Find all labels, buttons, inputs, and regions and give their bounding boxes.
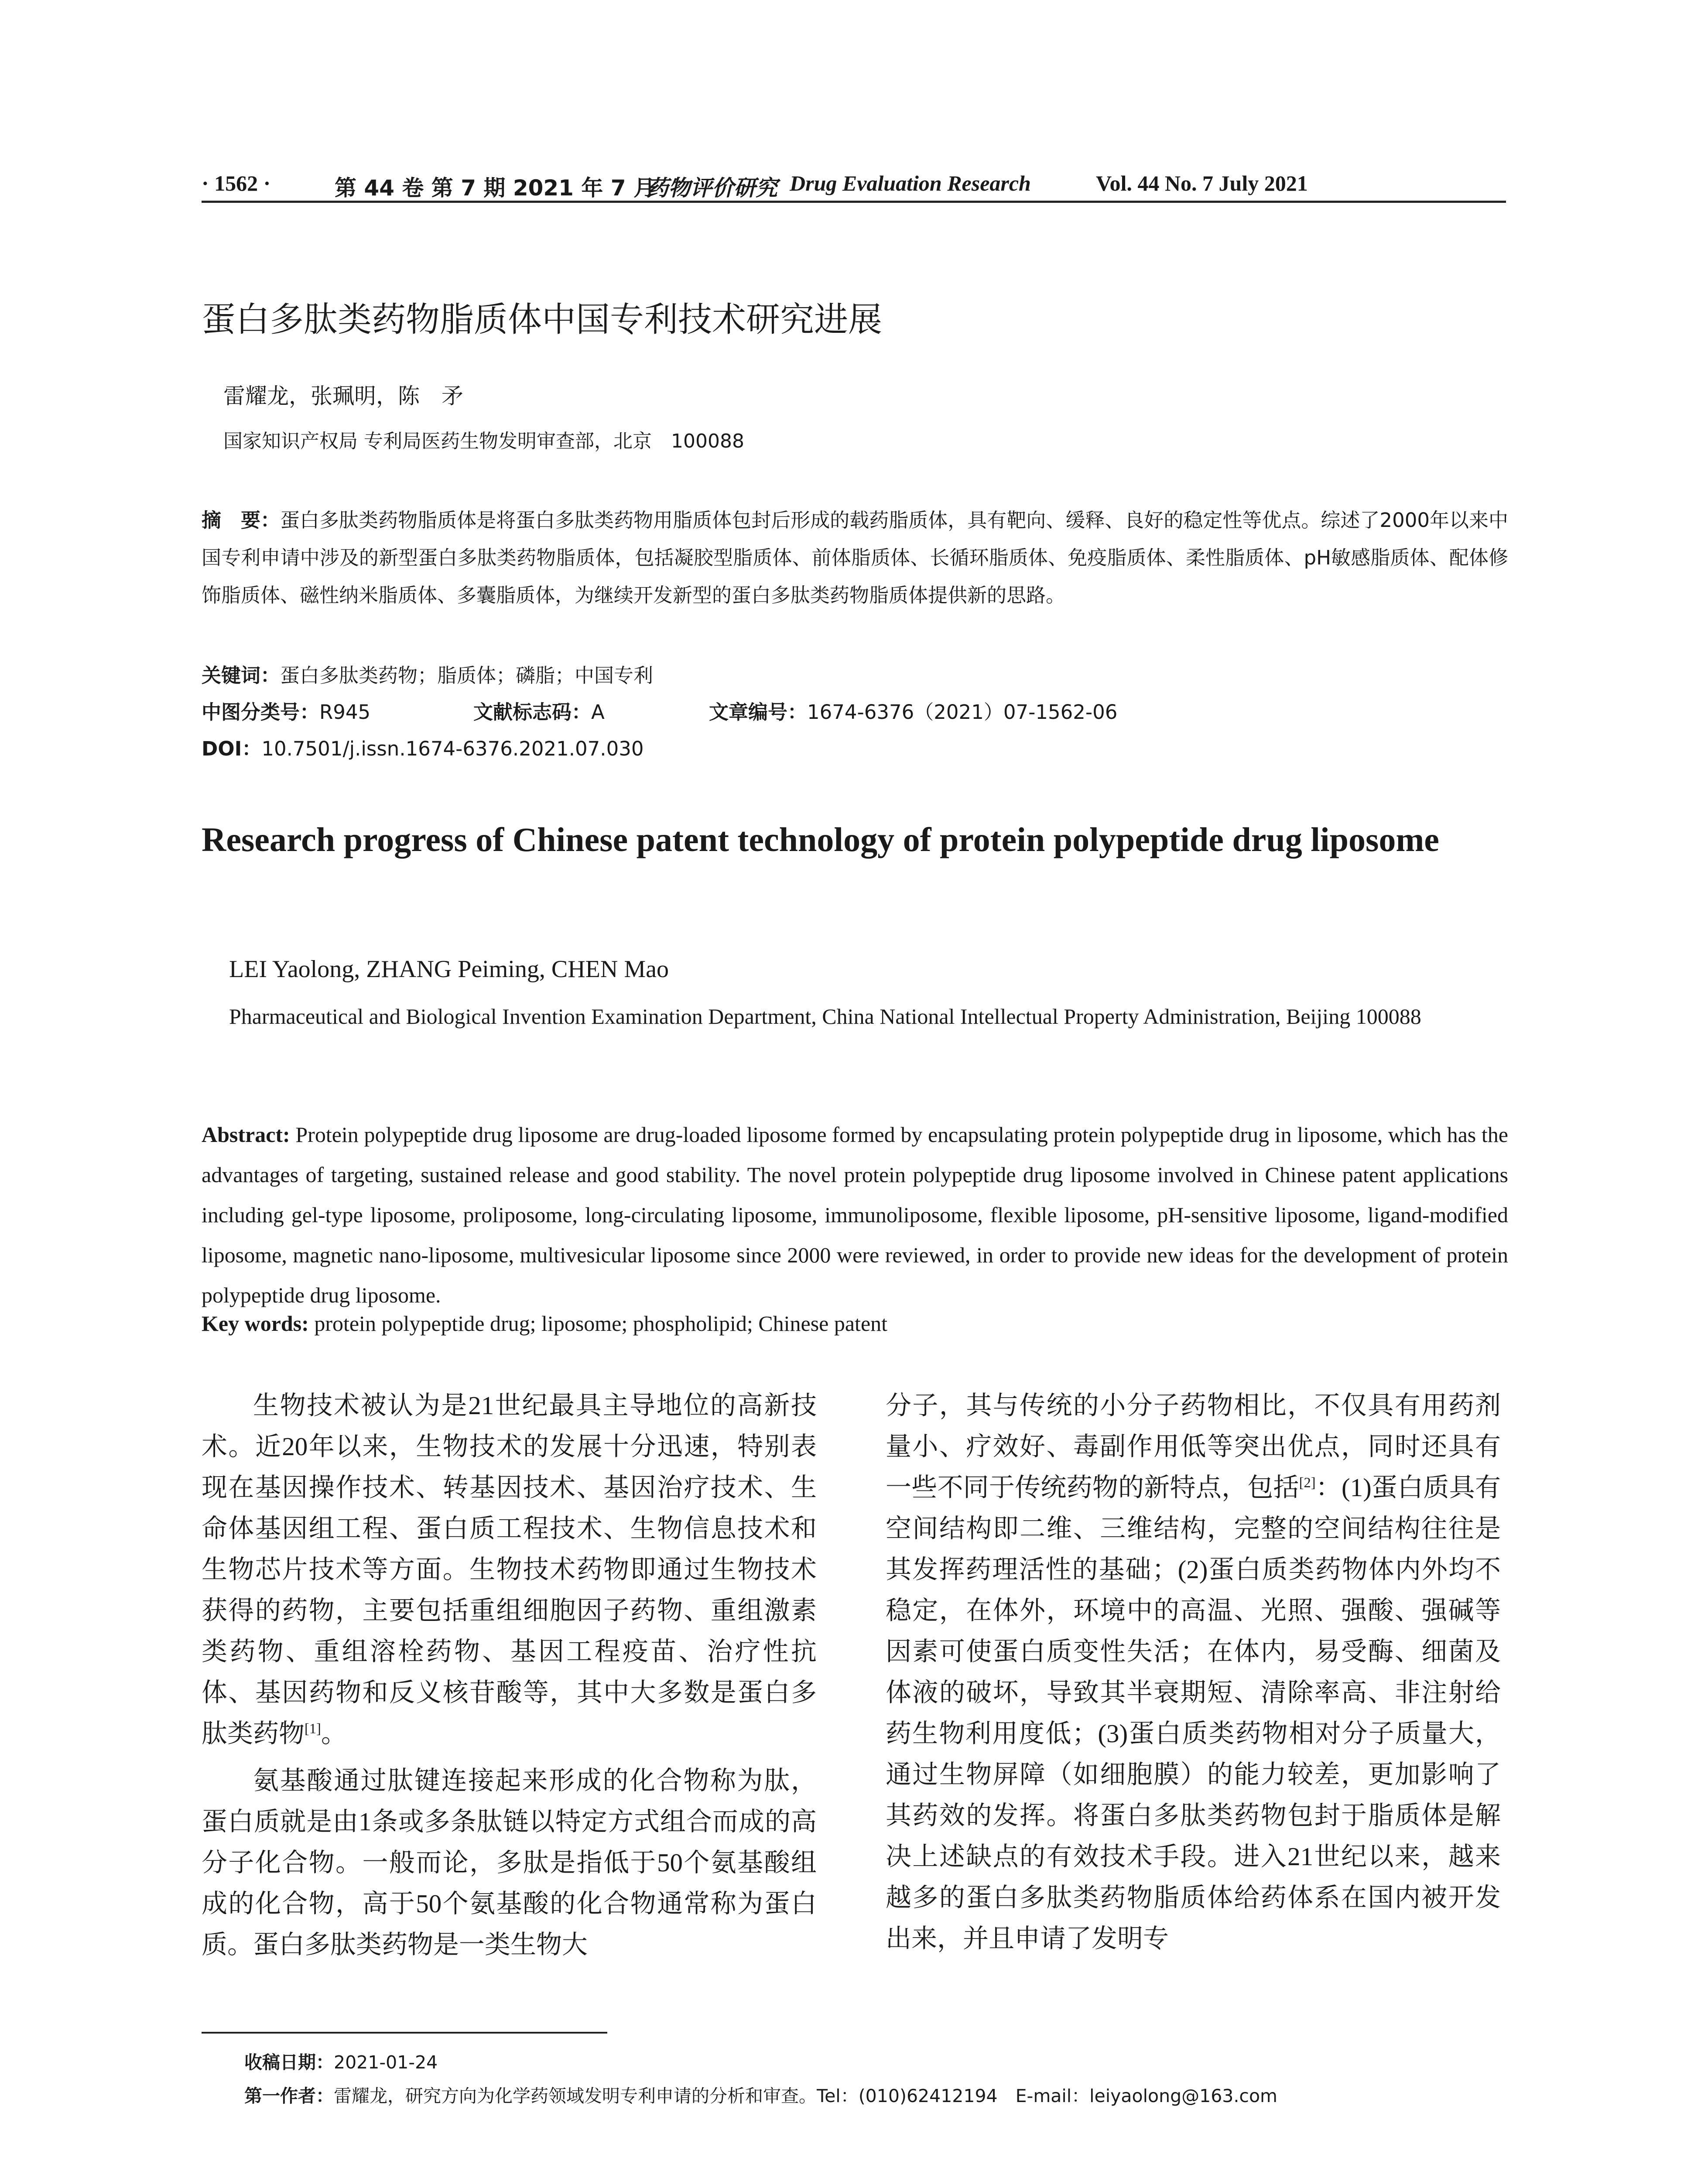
body-paragraph: 氨基酸通过肽键连接起来形成的化合物称为肽，蛋白质就是由1条或多条肽链以特定方式组合而成的高分子化合物。一般而论，多肽是指低于50个氨基酸组成的化合物，高于50个氨基酸的化合物通常称为蛋白质。蛋白多肽类药物是一类生物大 [202,1766,817,1959]
footnote-rule [202,2032,607,2034]
body-text: 。 [321,1719,347,1748]
abstract-cn [202,502,1508,614]
footnote-received [244,2048,438,2074]
keywords-en-text: protein polypeptide drug; liposome; phospholipid; Chinese patent [314,1311,888,1336]
document-code [473,696,605,725]
body-column-right [886,1385,1501,1959]
page-number: · 1562 · [202,171,271,195]
abstract-en [202,1114,1508,1315]
running-header [202,168,1506,201]
keywords-en-label: Key words: [202,1311,309,1336]
body-paragraph [202,1385,817,1754]
affiliation-cn: 国家知识产权局 专利局医药生物发明审查部，北京 100088 [223,430,744,452]
article-number-value: 1674-6376（2021）07-1562-06 [807,701,1118,724]
article-number-label: 文章编号： [709,701,808,724]
keywords-en [202,1311,887,1336]
body-paragraph [886,1385,1501,1959]
doi-label: DOI： [202,737,262,760]
journal-issue-en: Vol. 44 No. 7 July 2021 [1096,171,1308,195]
journal-name-cn: 药物评价研究 [647,176,777,200]
affiliation-en: Pharmaceutical and Biological Invention Examination Department, China National Intellectual Property Administration, Beijing 100088 [229,1004,1421,1029]
received-label: 收稿日期： [244,2052,334,2073]
journal-issue-cn: 第 44 卷 第 7 期 2021 年 7 月 [335,175,655,201]
keywords-cn-text: 蛋白多肽类药物；脂质体；磷脂；中国专利 [280,664,654,687]
received-date: 2021-01-24 [334,2052,438,2073]
doc-code-label: 文献标志码： [473,701,592,724]
classification-line [202,696,370,725]
title-cn: 蛋白多肽类药物脂质体中国专利技术研究进展 [202,300,883,339]
authors-cn: 雷耀龙，张珮明，陈 矛 [223,383,463,409]
authors-en: LEI Yaolong, ZHANG Peiming, CHEN Mao [229,956,669,983]
clc-value: R945 [319,701,371,724]
doi-line [202,733,644,761]
abstract-cn-label: 摘 要： [202,509,281,532]
keywords-cn-label: 关键词： [202,664,281,687]
citation-ref: [2] [1299,1475,1316,1491]
citation-ref: [1] [305,1721,321,1737]
article-number [709,696,1117,725]
keywords-cn [202,660,653,688]
first-author-label: 第一作者： [244,2085,334,2106]
doi-value: 10.7501/j.issn.1674-6376.2021.07.030 [261,737,644,760]
footnote-first-author [244,2082,1277,2107]
journal-name-en: Drug Evaluation Research [790,171,1031,195]
abstract-en-text: Protein polypeptide drug liposome are drug-loaded liposome formed by encapsulating protein polypeptide drug in liposome, which has the advantages of targeting, sustained release and good stability. The novel protein polypeptide drug liposome involved in Chinese patent applications including gel-type liposome, proliposome, long-circulating liposome, immunoliposome, flexible liposome, pH-sensitive liposome, ligand-modified liposome, magnetic nano-liposome, multivesicular liposome since 2000 were reviewed, in order to provide new ideas for the development of protein polypeptide drug liposome. [202,1122,1508,1307]
body-column-left [202,1385,817,1965]
body-text: ：(1)蛋白质具有空间结构即二维、三维结构，完整的空间结构往往是其发挥药理活性的基础；(2)蛋白质类药物体内外均不稳定，在体外，环境中的高温、光照、强酸、强碱等因素可使蛋白质变性失活；在体内，易受酶、细菌及体液的破坏，导致其半衰期短、清除率高、非注射给药生物利用度低；(3)蛋白质类药物相对分子质量大，通过生物屏障（如细胞膜）的能力较差，更加影响了其药效的发挥。将蛋白多肽类药物包封于脂质体是解决上述缺点的有效技术手段。进入21世纪以来，越来越多的蛋白多肽类药物脂质体给药体系在国内被开发出来，并且申请了发明专 [886,1473,1501,1953]
body-text: 分子，其与传统的小分子药物相比，不仅具有用药剂量小、疗效好、毒副作用低等突出优点，同时还具有一些不同于传统药物的新特点，包括 [886,1391,1501,1502]
doc-code-value: A [591,701,605,724]
first-author-info: 雷耀龙，研究方向为化学药领域发明专利申请的分析和审查。Tel：(010)62412194 E-mail：leiyaolong@163.com [334,2085,1277,2106]
abstract-cn-text: 蛋白多肽类药物脂质体是将蛋白多肽类药物用脂质体包封后形成的载药脂质体，具有靶向、缓释、良好的稳定性等优点。综述了2000年以来中国专利申请中涉及的新型蛋白多肽类药物脂质体，包括凝胶型脂质体、前体脂质体、长循环脂质体、免疫脂质体、柔性脂质体、pH敏感脂质体、配体修饰脂质体、磁性纳米脂质体、多囊脂质体，为继续开发新型的蛋白多肽类药物脂质体提供新的思路。 [202,509,1508,607]
clc-label: 中图分类号： [202,701,320,724]
abstract-en-label: Abstract: [202,1122,290,1147]
header-rule [202,201,1506,203]
title-en: Research progress of Chinese patent technology of protein polypeptide drug liposome [202,820,1439,858]
body-text: 生物技术被认为是21世纪最具主导地位的高新技术。近20年以来，生物技术的发展十分迅速，特别表现在基因操作技术、转基因技术、基因治疗技术、生命体基因组工程、蛋白质工程技术、生物信息技术和生物芯片技术等方面。生物技术药物即通过生物技术获得的药物，主要包括重组细胞因子药物、重组激素类药物、重组溶栓药物、基因工程疫苗、治疗性抗体、基因药物和反义核苷酸等，其中大多数是蛋白多肽类药物 [202,1391,817,1748]
